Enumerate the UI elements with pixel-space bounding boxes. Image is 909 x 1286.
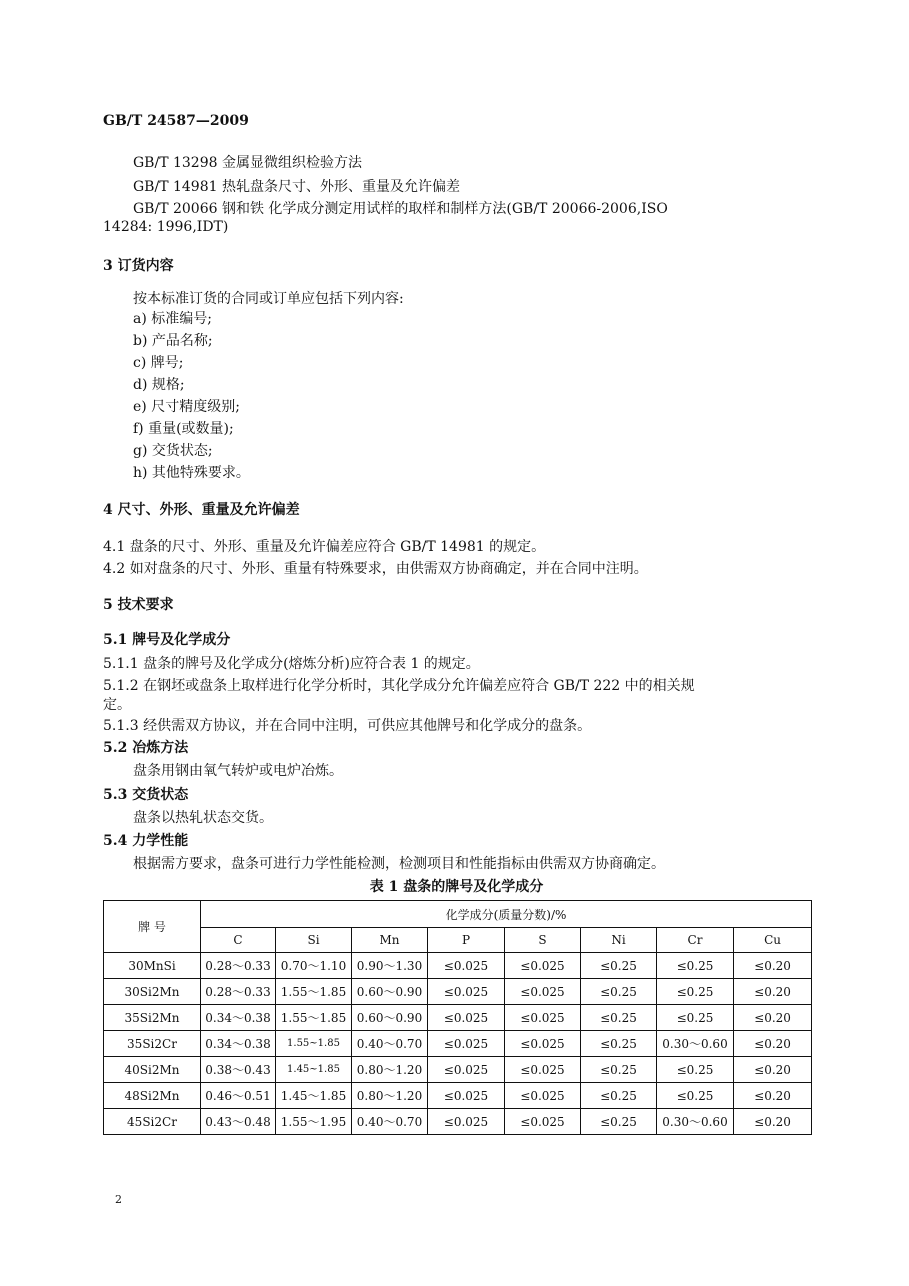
section-3-intro: 按本标准订货的合同或订单应包括下列内容: [133,291,404,307]
clause-5-2-title: 5.2 冶炼方法 [103,740,189,756]
composition-cell: 0.30～0.60 [657,1109,734,1135]
composition-cell: ≤0.025 [505,1005,581,1031]
order-item: c) 牌号; [133,355,184,371]
composition-cell: ≤0.025 [505,953,581,979]
composition-cell: 1.55～1.85 [276,979,352,1005]
order-item: f) 重量(或数量); [133,421,234,437]
composition-cell: 0.34～0.38 [201,1031,276,1057]
composition-cell: ≤0.20 [734,1083,812,1109]
composition-cell: ≤0.25 [581,953,657,979]
composition-cell: 0.30～0.60 [657,1031,734,1057]
composition-cell: ≤0.025 [428,1057,505,1083]
composition-cell: ≤0.025 [428,953,505,979]
composition-header: 化学成分(质量分数)/% [201,901,812,928]
table-row [104,1109,812,1135]
clause-5-1-3: 5.1.3 经供需双方协议，并在合同中注明，可供应其他牌号和化学成分的盘条。 [103,718,592,734]
composition-cell: ≤0.025 [428,979,505,1005]
composition-cell: 0.40～0.70 [352,1031,428,1057]
composition-cell: ≤0.20 [734,1057,812,1083]
composition-cell: 0.43～0.48 [201,1109,276,1135]
composition-cell: ≤0.25 [581,1057,657,1083]
clause-5-1-2: 5.1.2 在钢坯或盘条上取样进行化学分析时，其化学成分允许偏差应符合 GB/T 222 中的相关规 [103,678,695,694]
composition-cell: 0.40～0.70 [352,1109,428,1135]
composition-cell: 1.45～1.85 [276,1083,352,1109]
order-item: b) 产品名称; [133,333,213,349]
composition-cell: 1.55～1.85 [276,1005,352,1031]
grade-cell: 48Si2Mn [104,1083,201,1109]
standard-id: GB/T 24587—2009 [103,113,249,129]
clause-5-1-title: 5.1 牌号及化学成分 [103,632,231,648]
table-row [104,953,812,979]
composition-cell: ≤0.25 [581,1109,657,1135]
composition-cell: 0.28～0.33 [201,953,276,979]
section-5-title: 5 技术要求 [103,597,174,613]
reference-14981: GB/T 14981 热轧盘条尺寸、外形、重量及允许偏差 [133,179,460,195]
order-item: g) 交货状态; [133,443,213,459]
composition-cell: ≤0.20 [734,1005,812,1031]
composition-cell: ≤0.20 [734,1031,812,1057]
table-row [104,1031,812,1057]
composition-cell: ≤0.025 [428,1031,505,1057]
composition-cell: ≤0.25 [657,953,734,979]
composition-cell: 0.80～1.20 [352,1083,428,1109]
composition-cell: ≤0.25 [581,1031,657,1057]
composition-cell: 0.90～1.30 [352,953,428,979]
order-item: a) 标准编号; [133,311,212,327]
clause-5-4-title: 5.4 力学性能 [103,833,189,849]
composition-cell: ≤0.025 [505,1109,581,1135]
clause-5-1-2-continued: 定。 [103,697,131,713]
table-row [104,1057,812,1083]
composition-cell: ≤0.25 [581,1083,657,1109]
composition-cell: 0.34～0.38 [201,1005,276,1031]
composition-cell: 0.38～0.43 [201,1057,276,1083]
grade-cell: 30Si2Mn [104,979,201,1005]
column-header-ni: Ni [581,928,657,953]
reference-20066: GB/T 20066 钢和铁 化学成分测定用试样的取样和制样方法(GB/T 20066-2006,ISO [133,201,668,217]
column-header-cr: Cr [657,928,734,953]
composition-cell: ≤0.025 [505,1031,581,1057]
grade-cell: 30MnSi [104,953,201,979]
composition-cell: ≤0.025 [428,1109,505,1135]
order-item: d) 规格; [133,377,185,393]
composition-cell: 0.70～1.10 [276,953,352,979]
grade-cell: 40Si2Mn [104,1057,201,1083]
composition-cell: 0.28～0.33 [201,979,276,1005]
column-header-mn: Mn [352,928,428,953]
composition-cell: ≤0.20 [734,979,812,1005]
clause-5-3-text: 盘条以热轧状态交货。 [133,810,273,826]
composition-cell: ≤0.25 [657,1057,734,1083]
composition-cell: ≤0.20 [734,953,812,979]
composition-cell: 1.55～1.95 [276,1109,352,1135]
clause-5-2-text: 盘条用钢由氧气转炉或电炉冶炼。 [133,763,343,779]
composition-cell: 1.45~1.85 [276,1057,352,1083]
order-item: e) 尺寸精度级别; [133,399,240,415]
table-row [104,979,812,1005]
composition-cell: ≤0.25 [657,979,734,1005]
chemical-composition-table [103,900,812,1135]
clause-5-1-1: 5.1.1 盘条的牌号及化学成分(熔炼分析)应符合表 1 的规定。 [103,656,480,672]
composition-cell: ≤0.025 [505,979,581,1005]
clause-5-3-title: 5.3 交货状态 [103,787,189,803]
clause-5-4-text: 根据需方要求，盘条可进行力学性能检测，检测项目和性能指标由供需双方协商确定。 [133,856,665,872]
table-row [104,1083,812,1109]
composition-cell: ≤0.25 [581,979,657,1005]
column-header-si: Si [276,928,352,953]
reference-20066-continued: 14284: 1996,IDT) [103,219,229,235]
section-4-title: 4 尺寸、外形、重量及允许偏差 [103,502,300,518]
composition-cell: ≤0.025 [505,1057,581,1083]
composition-cell: 0.46～0.51 [201,1083,276,1109]
column-header-cu: Cu [734,928,812,953]
grade-cell: 45Si2Cr [104,1109,201,1135]
grade-header: 牌 号 [104,901,201,953]
composition-cell: ≤0.25 [657,1005,734,1031]
composition-cell: 0.60～0.90 [352,979,428,1005]
column-header-p: P [428,928,505,953]
clause-4-1: 4.1 盘条的尺寸、外形、重量及允许偏差应符合 GB/T 14981 的规定。 [103,539,546,555]
composition-cell: 1.55~1.85 [276,1031,352,1057]
table-row [104,1005,812,1031]
column-header-c: C [201,928,276,953]
grade-cell: 35Si2Cr [104,1031,201,1057]
page-number: 2 [115,1193,122,1206]
section-3-title: 3 订货内容 [103,258,174,274]
table-body [104,953,812,1135]
composition-cell: ≤0.025 [505,1083,581,1109]
composition-cell: 0.60～0.90 [352,1005,428,1031]
composition-cell: ≤0.25 [581,1005,657,1031]
composition-cell: 0.80～1.20 [352,1057,428,1083]
table-1-caption: 表 1 盘条的牌号及化学成分 [369,879,544,895]
column-header-s: S [505,928,581,953]
order-item: h) 其他特殊要求。 [133,465,250,481]
composition-cell: ≤0.025 [428,1005,505,1031]
reference-13298: GB/T 13298 金属显微组织检验方法 [133,155,362,171]
composition-cell: ≤0.20 [734,1109,812,1135]
composition-cell: ≤0.25 [657,1083,734,1109]
clause-4-2: 4.2 如对盘条的尺寸、外形、重量有特殊要求，由供需双方协商确定，并在合同中注明。 [103,561,648,577]
grade-cell: 35Si2Mn [104,1005,201,1031]
composition-cell: ≤0.025 [428,1083,505,1109]
